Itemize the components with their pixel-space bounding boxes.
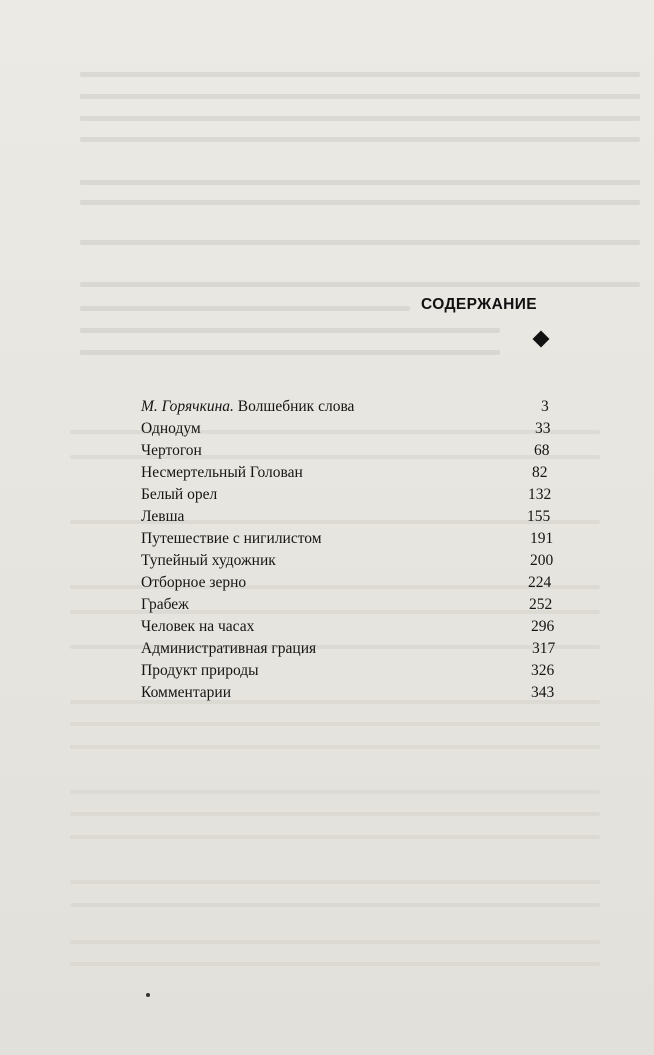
toc-entry[interactable] bbox=[141, 660, 561, 682]
toc-entry-title: Чертогон bbox=[141, 442, 202, 459]
toc-entry-page: 82 bbox=[532, 464, 548, 481]
toc-entry-title: Комментарии bbox=[141, 684, 231, 701]
toc-entry-page: 68 bbox=[534, 442, 550, 459]
toc-entry[interactable] bbox=[141, 550, 561, 572]
toc-entry-page: 224 bbox=[528, 574, 552, 591]
print-speck bbox=[146, 993, 150, 997]
toc-entry-title: Отборное зерно bbox=[141, 574, 247, 591]
toc-entry-title: Путешествие с нигилистом bbox=[141, 530, 322, 547]
toc-entry-title: Левша bbox=[141, 508, 185, 525]
toc-entry-page: 200 bbox=[530, 552, 554, 569]
toc-entry[interactable] bbox=[141, 594, 561, 616]
toc-entry-title: Несмертельный Голован bbox=[141, 464, 303, 481]
toc-entry-page: 343 bbox=[531, 684, 555, 701]
toc-entry-page: 317 bbox=[532, 640, 556, 657]
diamond-ornament-icon bbox=[533, 331, 550, 348]
toc-entry[interactable] bbox=[141, 462, 561, 484]
toc-entry-title: Человек на часах bbox=[141, 618, 255, 635]
toc-entry-title: Продукт природы bbox=[141, 662, 259, 679]
toc-entry-title: Белый орел bbox=[141, 486, 218, 503]
toc-entry[interactable] bbox=[141, 616, 561, 638]
toc-entry[interactable] bbox=[141, 638, 561, 660]
toc-entry[interactable] bbox=[141, 440, 561, 462]
toc-entry[interactable] bbox=[141, 682, 561, 704]
toc-entry-page: 252 bbox=[529, 596, 553, 613]
toc-entry-title: Волшебник слова bbox=[237, 398, 355, 415]
toc-entry-title: Административная грация bbox=[141, 640, 317, 657]
toc-entry-page: 155 bbox=[527, 508, 551, 525]
toc-entry[interactable] bbox=[141, 396, 561, 418]
toc-entry-title: Тупейный художник bbox=[141, 552, 276, 569]
toc-entry-page: 132 bbox=[528, 486, 552, 503]
toc-entry-title: Однодум bbox=[141, 420, 201, 437]
toc-entry[interactable] bbox=[141, 418, 561, 440]
toc-entry-page: 296 bbox=[531, 618, 555, 635]
toc-entry-author: М. Горячкина. bbox=[141, 398, 234, 415]
toc-entry-page: 326 bbox=[531, 662, 555, 679]
toc-entry[interactable] bbox=[141, 506, 561, 528]
toc-entry-title: Грабеж bbox=[141, 596, 189, 613]
toc-entry[interactable] bbox=[141, 572, 561, 594]
toc-entry-page: 33 bbox=[535, 420, 551, 437]
contents-heading: СОДЕРЖАНИЕ bbox=[421, 296, 538, 313]
toc-entry[interactable] bbox=[141, 484, 561, 506]
toc-entry-page: 191 bbox=[530, 530, 554, 547]
toc-entry-page: 3 bbox=[541, 398, 549, 415]
toc-entry[interactable] bbox=[141, 528, 561, 550]
